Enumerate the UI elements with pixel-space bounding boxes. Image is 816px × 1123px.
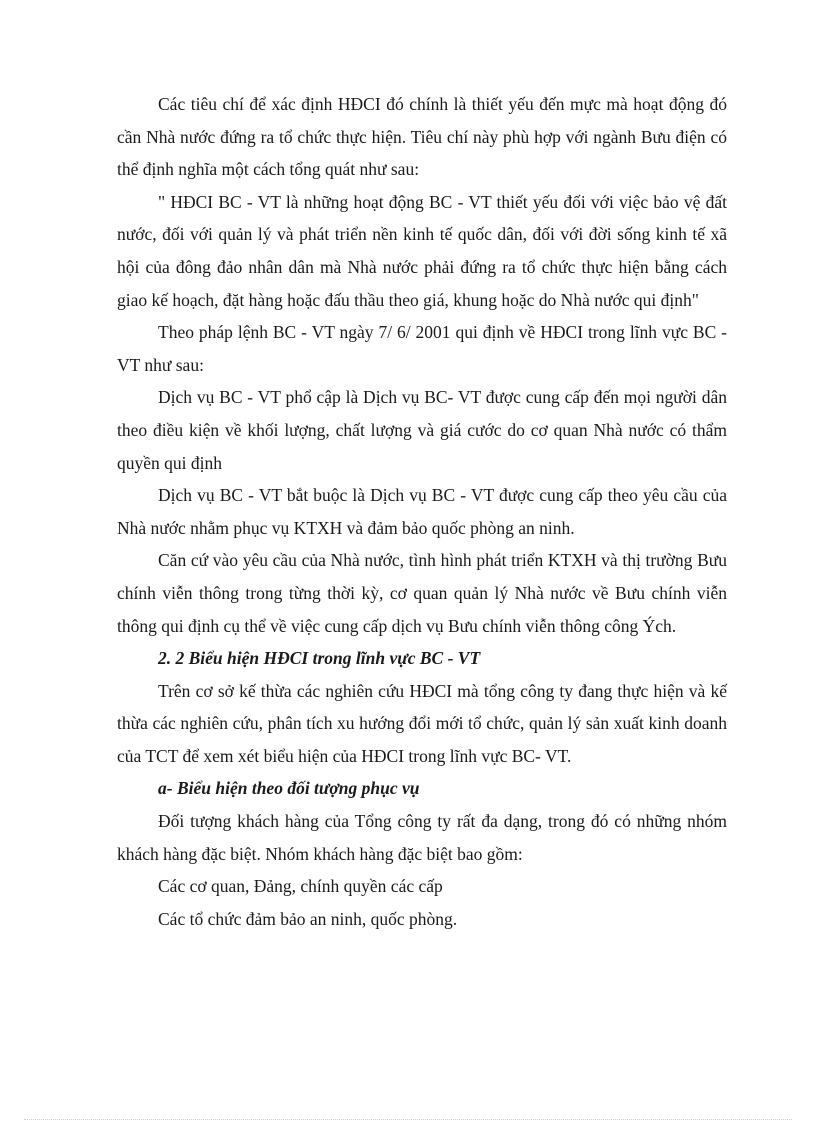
subsection-heading-a: a- Biểu hiện theo đối tượng phục vụ bbox=[158, 778, 420, 799]
page-bottom-divider bbox=[24, 1119, 792, 1120]
list-item-party-agencies: Các cơ quan, Đảng, chính quyền các cấp bbox=[158, 876, 443, 897]
document-page bbox=[117, 88, 727, 935]
paragraph-criteria: Các tiêu chí để xác định HĐCI đó chính là thiết yếu đến mực mà hoạt động đó cần Nhà nước đứng ra tổ chức thực hiện. Tiêu chí này phù hợp với ngành Bưu điện có thể định nghĩa một cách tổng quát như sau: bbox=[117, 94, 727, 180]
paragraph-mandatory-service: Dịch vụ BC - VT bắt buộc là Dịch vụ BC - VT được cung cấp theo yêu cầu của Nhà nước nhằm phục vụ KTXH và đảm bảo quốc phòng an ninh. bbox=[117, 485, 727, 538]
paragraph-universal-service: Dịch vụ BC - VT phổ cập là Dịch vụ BC- VT được cung cấp đến mọi người dân theo điều kiện về khối lượng, chất lượng và giá cước do cơ quan Nhà nước có thẩm quyền qui định bbox=[117, 387, 727, 473]
section-heading-2-2: 2. 2 Biểu hiện HĐCI trong lĩnh vực BC - VT bbox=[158, 648, 481, 669]
paragraph-ordinance: Theo pháp lệnh BC - VT ngày 7/ 6/ 2001 qui định về HĐCI trong lĩnh vực BC - VT như sau: bbox=[117, 322, 727, 375]
paragraph-research-basis: Trên cơ sở kế thừa các nghiên cứu HĐCI mà tổng công ty đang thực hiện và kế thừa các nghiên cứu, phân tích xu hướng đổi mới tổ chức, quản lý sản xuất kinh doanh của TCT để xem xét biểu hiện của HĐCI trong lĩnh vực BC- VT. bbox=[117, 680, 727, 766]
list-item-security-organizations: Các tổ chức đảm bảo an ninh, quốc phòng. bbox=[158, 908, 458, 929]
paragraph-definition-quote: " HĐCI BC - VT là những hoạt động BC - VT thiết yếu đối với việc bảo vệ đất nước, đối với quản lý và phát triển nền kinh tế quốc dân, đối với đời sống kinh tế xã hội của đông đảo nhân dân mà Nhà nước phải đứng ra tổ chức thực hiện bằng cách giao kế hoạch, đặt hàng hoặc đấu thầu theo giá, khung hoặc do Nhà nước qui định" bbox=[117, 191, 727, 310]
paragraph-state-regulation: Căn cứ vào yêu cầu của Nhà nước, tình hình phát triển KTXH và thị trường Bưu chính viễn thông trong từng thời kỳ, cơ quan quản lý Nhà nước về Bưu chính viễn thông qui định cụ thể về việc cung cấp dịch vụ Bưu chính viễn thông công Ých. bbox=[117, 550, 727, 636]
paragraph-customer-groups: Đối tượng khách hàng của Tổng công ty rất đa dạng, trong đó có những nhóm khách hàng đặc biệt. Nhóm khách hàng đặc biệt bao gồm: bbox=[117, 811, 727, 864]
